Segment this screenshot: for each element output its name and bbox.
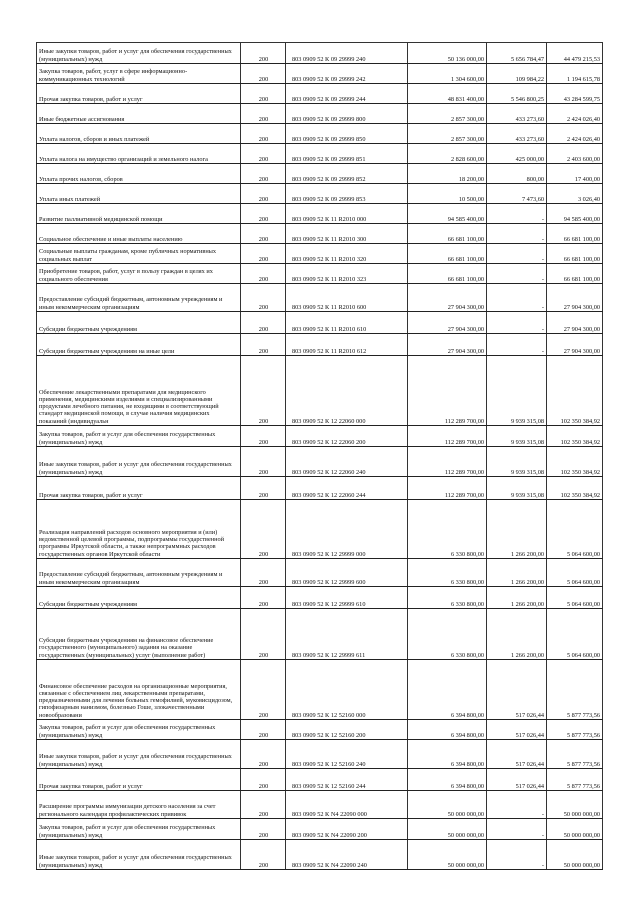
line-code-cell: 200 — [241, 356, 286, 426]
table-row — [37, 84, 603, 104]
budget-code-cell: 803 0909 52 К 11 R2010 612 — [286, 334, 408, 356]
unexecuted-amount-cell: 27 904 300,00 — [547, 334, 603, 356]
approved-amount-cell: 2 828 600,00 — [408, 144, 487, 164]
expense-name-cell: Иные закупки товаров, работ и услуг для обеспечения государственных (муниципальных) нужд — [37, 447, 241, 477]
executed-amount-cell: 9 939 315,08 — [487, 447, 547, 477]
executed-amount-cell: - — [487, 840, 547, 870]
executed-amount-cell: 433 273,60 — [487, 104, 547, 124]
table-row — [37, 500, 603, 559]
budget-code-cell: 803 0909 52 К 12 22060 244 — [286, 477, 408, 500]
unexecuted-amount-cell: 5 064 600,00 — [547, 587, 603, 609]
table-row — [37, 426, 603, 447]
executed-amount-cell: - — [487, 819, 547, 840]
approved-amount-cell: 112 289 700,00 — [408, 447, 487, 477]
line-code-cell: 200 — [241, 64, 286, 84]
line-code-cell: 200 — [241, 144, 286, 164]
budget-code-cell: 803 0909 52 К 09 29999 240 — [286, 43, 408, 64]
budget-code-cell: 803 0909 52 К 11 R2010 610 — [286, 312, 408, 334]
unexecuted-amount-cell: 5 064 600,00 — [547, 500, 603, 559]
line-code-cell: 200 — [241, 660, 286, 720]
table-row — [37, 264, 603, 284]
budget-code-cell: 803 0909 52 К 12 29999 600 — [286, 559, 408, 587]
line-code-cell: 200 — [241, 609, 286, 660]
approved-amount-cell: 27 904 300,00 — [408, 284, 487, 312]
line-code-cell: 200 — [241, 819, 286, 840]
unexecuted-amount-cell: 5 877 773,56 — [547, 769, 603, 791]
budget-code-cell: 803 0909 52 К 12 52160 240 — [286, 740, 408, 769]
approved-amount-cell: 94 585 400,00 — [408, 204, 487, 224]
line-code-cell: 200 — [241, 43, 286, 64]
budget-code-cell: 803 0909 52 К 09 29999 244 — [286, 84, 408, 104]
budget-code-cell: 803 0909 52 К 11 R2010 000 — [286, 204, 408, 224]
unexecuted-amount-cell: 44 479 215,53 — [547, 43, 603, 64]
executed-amount-cell: 7 473,60 — [487, 184, 547, 204]
approved-amount-cell: 6 330 800,00 — [408, 587, 487, 609]
expense-name-cell: Прочая закупка товаров, работ и услуг — [37, 769, 241, 791]
executed-amount-cell: - — [487, 264, 547, 284]
table-row — [37, 334, 603, 356]
budget-execution-table — [36, 42, 603, 870]
expense-name-cell: Уплата иных платежей — [37, 184, 241, 204]
unexecuted-amount-cell: 50 000 000,00 — [547, 791, 603, 819]
line-code-cell: 200 — [241, 447, 286, 477]
unexecuted-amount-cell: 2 424 026,40 — [547, 124, 603, 144]
executed-amount-cell: 1 266 200,00 — [487, 500, 547, 559]
table-row — [37, 559, 603, 587]
table-row — [37, 840, 603, 870]
budget-code-cell: 803 0909 52 К 09 29999 852 — [286, 164, 408, 184]
executed-amount-cell: - — [487, 284, 547, 312]
unexecuted-amount-cell: 5 064 600,00 — [547, 559, 603, 587]
executed-amount-cell: 517 026,44 — [487, 660, 547, 720]
line-code-cell: 200 — [241, 840, 286, 870]
unexecuted-amount-cell: 5 877 773,56 — [547, 740, 603, 769]
unexecuted-amount-cell: 5 877 773,56 — [547, 660, 603, 720]
table-row — [37, 184, 603, 204]
expense-name-cell: Уплата налогов, сборов и иных платежей — [37, 124, 241, 144]
approved-amount-cell: 50 000 000,00 — [408, 791, 487, 819]
expense-name-cell: Закупка товаров, работ и услуг для обеспечения государственных (муниципальных) нужд — [37, 819, 241, 840]
executed-amount-cell: 517 026,44 — [487, 740, 547, 769]
unexecuted-amount-cell: 2 424 026,40 — [547, 104, 603, 124]
executed-amount-cell: 5 546 800,25 — [487, 84, 547, 104]
line-code-cell: 200 — [241, 740, 286, 769]
budget-code-cell: 803 0909 52 К N4 22090 200 — [286, 819, 408, 840]
unexecuted-amount-cell: 27 904 300,00 — [547, 312, 603, 334]
expense-name-cell: Предоставление субсидий бюджетным, автономным учреждениям и иным некоммерческим организациям — [37, 559, 241, 587]
budget-code-cell: 803 0909 52 К 12 22060 000 — [286, 356, 408, 426]
budget-code-cell: 803 0909 52 К N4 22090 240 — [286, 840, 408, 870]
unexecuted-amount-cell: 43 284 599,75 — [547, 84, 603, 104]
expense-name-cell: Субсидии бюджетным учреждениям на иные цели — [37, 334, 241, 356]
table-row — [37, 204, 603, 224]
approved-amount-cell: 6 394 800,00 — [408, 769, 487, 791]
executed-amount-cell: 425 000,00 — [487, 144, 547, 164]
budget-code-cell: 803 0909 52 К 12 29999 610 — [286, 587, 408, 609]
line-code-cell: 200 — [241, 769, 286, 791]
table-row — [37, 819, 603, 840]
table-row — [37, 447, 603, 477]
approved-amount-cell: 27 904 300,00 — [408, 334, 487, 356]
executed-amount-cell: 1 266 200,00 — [487, 609, 547, 660]
budget-code-cell: 803 0909 52 К N4 22090 000 — [286, 791, 408, 819]
approved-amount-cell: 6 330 800,00 — [408, 559, 487, 587]
unexecuted-amount-cell: 94 585 400,00 — [547, 204, 603, 224]
approved-amount-cell: 6 394 800,00 — [408, 660, 487, 720]
table-row — [37, 124, 603, 144]
approved-amount-cell: 112 289 700,00 — [408, 426, 487, 447]
expense-name-cell: Социальные выплаты гражданам, кроме публичных нормативных социальных выплат — [37, 244, 241, 264]
expense-name-cell: Закупка товаров, работ, услуг в сфере информационно-коммуникационных технологий — [37, 64, 241, 84]
unexecuted-amount-cell: 27 904 300,00 — [547, 284, 603, 312]
table-row — [37, 791, 603, 819]
budget-code-cell: 803 0909 52 К 12 22060 240 — [286, 447, 408, 477]
approved-amount-cell: 50 136 000,00 — [408, 43, 487, 64]
table-row — [37, 587, 603, 609]
budget-code-cell: 803 0909 52 К 09 29999 800 — [286, 104, 408, 124]
executed-amount-cell: 9 939 315,08 — [487, 356, 547, 426]
line-code-cell: 200 — [241, 500, 286, 559]
approved-amount-cell: 50 000 000,00 — [408, 819, 487, 840]
approved-amount-cell: 6 394 800,00 — [408, 720, 487, 740]
executed-amount-cell: - — [487, 244, 547, 264]
expense-name-cell: Финансовое обеспечение расходов на организационные мероприятия, связанные с обеспечением лиц лекарственными препаратами, предназначенными для лечения больных гемофилией, муковисцидозом, гипофизарным нанизмом, болезнью Гоше, злокачественными новообразовани — [37, 660, 241, 720]
expense-name-cell: Социальное обеспечение и иные выплаты населению — [37, 224, 241, 244]
line-code-cell: 200 — [241, 264, 286, 284]
line-code-cell: 200 — [241, 720, 286, 740]
table-row — [37, 740, 603, 769]
executed-amount-cell: 1 266 200,00 — [487, 559, 547, 587]
table-row — [37, 104, 603, 124]
unexecuted-amount-cell: 102 350 384,92 — [547, 426, 603, 447]
line-code-cell: 200 — [241, 587, 286, 609]
executed-amount-cell: - — [487, 334, 547, 356]
line-code-cell: 200 — [241, 104, 286, 124]
approved-amount-cell: 112 289 700,00 — [408, 356, 487, 426]
expense-name-cell: Иные закупки товаров, работ и услуг для обеспечения государственных (муниципальных) нужд — [37, 840, 241, 870]
expense-name-cell: Реализация направлений расходов основного мероприятия и (или) ведомственной целевой программы, подпрограммы государственной программы Иркутской области, а также непрограммных расходов государственных органов Иркутской области — [37, 500, 241, 559]
table-row — [37, 284, 603, 312]
line-code-cell: 200 — [241, 334, 286, 356]
table-body — [37, 43, 603, 870]
line-code-cell: 200 — [241, 244, 286, 264]
line-code-cell: 200 — [241, 477, 286, 500]
line-code-cell: 200 — [241, 84, 286, 104]
approved-amount-cell: 10 500,00 — [408, 184, 487, 204]
budget-code-cell: 803 0909 52 К 12 29999 611 — [286, 609, 408, 660]
table-row — [37, 769, 603, 791]
budget-code-cell: 803 0909 52 К 12 52160 244 — [286, 769, 408, 791]
line-code-cell: 200 — [241, 791, 286, 819]
line-code-cell: 200 — [241, 124, 286, 144]
approved-amount-cell: 6 330 800,00 — [408, 609, 487, 660]
expense-name-cell: Субсидии бюджетным учреждениям — [37, 312, 241, 334]
table-row — [37, 224, 603, 244]
expense-name-cell: Прочая закупка товаров, работ и услуг — [37, 477, 241, 500]
expense-name-cell: Уплата налога на имущество организаций и земельного налога — [37, 144, 241, 164]
unexecuted-amount-cell: 2 403 600,00 — [547, 144, 603, 164]
table-row — [37, 64, 603, 84]
approved-amount-cell: 66 681 100,00 — [408, 224, 487, 244]
expense-name-cell: Иные закупки товаров, работ и услуг для обеспечения государственных (муниципальных) нужд — [37, 740, 241, 769]
table-row — [37, 144, 603, 164]
unexecuted-amount-cell: 66 681 100,00 — [547, 264, 603, 284]
unexecuted-amount-cell: 3 026,40 — [547, 184, 603, 204]
approved-amount-cell: 2 857 300,00 — [408, 124, 487, 144]
approved-amount-cell: 48 831 400,00 — [408, 84, 487, 104]
table-row — [37, 660, 603, 720]
executed-amount-cell: 9 939 315,08 — [487, 477, 547, 500]
expense-name-cell: Закупка товаров, работ и услуг для обеспечения государственных (муниципальных) нужд — [37, 720, 241, 740]
budget-code-cell: 803 0909 52 К 11 R2010 600 — [286, 284, 408, 312]
budget-code-cell: 803 0909 52 К 11 R2010 300 — [286, 224, 408, 244]
expense-name-cell: Иные бюджетные ассигнования — [37, 104, 241, 124]
table-row — [37, 244, 603, 264]
executed-amount-cell: 517 026,44 — [487, 720, 547, 740]
budget-code-cell: 803 0909 52 К 12 22060 200 — [286, 426, 408, 447]
unexecuted-amount-cell: 5 064 600,00 — [547, 609, 603, 660]
line-code-cell: 200 — [241, 312, 286, 334]
table-row — [37, 164, 603, 184]
approved-amount-cell: 112 289 700,00 — [408, 477, 487, 500]
approved-amount-cell: 6 394 800,00 — [408, 740, 487, 769]
expense-name-cell: Предоставление субсидий бюджетным, автономным учреждениям и иным некоммерческим организациям — [37, 284, 241, 312]
line-code-cell: 200 — [241, 224, 286, 244]
table-row — [37, 356, 603, 426]
budget-code-cell: 803 0909 52 К 12 52160 000 — [286, 660, 408, 720]
unexecuted-amount-cell: 66 681 100,00 — [547, 224, 603, 244]
unexecuted-amount-cell: 1 194 615,78 — [547, 64, 603, 84]
approved-amount-cell: 1 304 600,00 — [408, 64, 487, 84]
executed-amount-cell: - — [487, 791, 547, 819]
unexecuted-amount-cell: 5 877 773,56 — [547, 720, 603, 740]
unexecuted-amount-cell: 50 000 000,00 — [547, 840, 603, 870]
executed-amount-cell: 1 266 200,00 — [487, 587, 547, 609]
approved-amount-cell: 6 330 800,00 — [408, 500, 487, 559]
unexecuted-amount-cell: 17 400,00 — [547, 164, 603, 184]
table-row — [37, 609, 603, 660]
expense-name-cell: Прочая закупка товаров, работ и услуг — [37, 84, 241, 104]
line-code-cell: 200 — [241, 284, 286, 312]
executed-amount-cell: 9 939 315,08 — [487, 426, 547, 447]
budget-code-cell: 803 0909 52 К 09 29999 850 — [286, 124, 408, 144]
executed-amount-cell: 5 656 784,47 — [487, 43, 547, 64]
budget-code-cell: 803 0909 52 К 12 29999 000 — [286, 500, 408, 559]
unexecuted-amount-cell: 102 350 384,92 — [547, 477, 603, 500]
budget-code-cell: 803 0909 52 К 11 R2010 323 — [286, 264, 408, 284]
unexecuted-amount-cell: 102 350 384,92 — [547, 447, 603, 477]
line-code-cell: 200 — [241, 559, 286, 587]
executed-amount-cell: 109 984,22 — [487, 64, 547, 84]
budget-code-cell: 803 0909 52 К 09 29999 242 — [286, 64, 408, 84]
executed-amount-cell: 800,00 — [487, 164, 547, 184]
budget-code-cell: 803 0909 52 К 09 29999 853 — [286, 184, 408, 204]
expense-name-cell: Закупка товаров, работ и услуг для обеспечения государственных (муниципальных) нужд — [37, 426, 241, 447]
expense-name-cell: Обеспечение лекарственными препаратами для медицинского применения, медицинскими изделиями и специализированными продуктами лечебного питания, не входящими в соответствующий стандарт медицинской помощи, в случае наличия медицинских показаний (индивидуальн — [37, 356, 241, 426]
table-row — [37, 312, 603, 334]
expense-name-cell: Развитие паллиативной медицинской помощи — [37, 204, 241, 224]
expense-name-cell: Приобретение товаров, работ, услуг в пользу граждан в целях их социального обеспечения — [37, 264, 241, 284]
expense-name-cell: Уплата прочих налогов, сборов — [37, 164, 241, 184]
approved-amount-cell: 50 000 000,00 — [408, 840, 487, 870]
approved-amount-cell: 27 904 300,00 — [408, 312, 487, 334]
budget-code-cell: 803 0909 52 К 09 29999 851 — [286, 144, 408, 164]
table-row — [37, 43, 603, 64]
unexecuted-amount-cell: 66 681 100,00 — [547, 244, 603, 264]
executed-amount-cell: - — [487, 224, 547, 244]
line-code-cell: 200 — [241, 204, 286, 224]
line-code-cell: 200 — [241, 164, 286, 184]
table-row — [37, 477, 603, 500]
expense-name-cell: Субсидии бюджетным учреждениям на финансовое обеспечение государственного (муниципального) задания на оказание государственных (муниципальных) услуг (выполнение работ) — [37, 609, 241, 660]
executed-amount-cell: - — [487, 204, 547, 224]
approved-amount-cell: 2 857 300,00 — [408, 104, 487, 124]
line-code-cell: 200 — [241, 184, 286, 204]
budget-code-cell: 803 0909 52 К 11 R2010 320 — [286, 244, 408, 264]
approved-amount-cell: 66 681 100,00 — [408, 264, 487, 284]
approved-amount-cell: 18 200,00 — [408, 164, 487, 184]
expense-name-cell: Расширение программы иммунизации детского населения за счет регионального календаря профилактических прививок — [37, 791, 241, 819]
table-row — [37, 720, 603, 740]
executed-amount-cell: - — [487, 312, 547, 334]
line-code-cell: 200 — [241, 426, 286, 447]
unexecuted-amount-cell: 102 350 384,92 — [547, 356, 603, 426]
expense-name-cell: Субсидии бюджетным учреждениям — [37, 587, 241, 609]
executed-amount-cell: 517 026,44 — [487, 769, 547, 791]
executed-amount-cell: 433 273,60 — [487, 124, 547, 144]
budget-code-cell: 803 0909 52 К 12 52160 200 — [286, 720, 408, 740]
approved-amount-cell: 66 681 100,00 — [408, 244, 487, 264]
expense-name-cell: Иные закупки товаров, работ и услуг для обеспечения государственных (муниципальных) нужд — [37, 43, 241, 64]
unexecuted-amount-cell: 50 000 000,00 — [547, 819, 603, 840]
